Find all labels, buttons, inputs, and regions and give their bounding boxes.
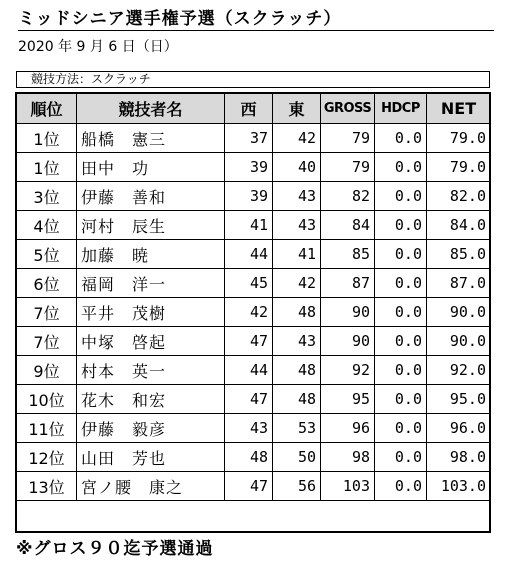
- rank-cell: 11位: [17, 414, 77, 443]
- hdcp-cell: 0.0: [375, 356, 427, 385]
- player-name-cell: 田中 功: [77, 153, 225, 182]
- west-score-cell: 47: [225, 385, 273, 414]
- east-score-cell: 48: [273, 298, 321, 327]
- gross-cell: 79: [321, 153, 375, 182]
- player-name-cell: 山田 芳也: [77, 443, 225, 472]
- event-date: 2020 年 9 月 6 日（日）: [18, 39, 178, 55]
- rank-cell: 6位: [17, 269, 77, 298]
- player-name-cell: 中塚 啓起: [77, 327, 225, 356]
- hdcp-cell: 0.0: [375, 182, 427, 211]
- hdcp-cell: 0.0: [375, 211, 427, 240]
- rank-cell: 5位: [17, 240, 77, 269]
- player-name-cell: 船橋 憲三: [77, 124, 225, 153]
- player-name-cell: 宮ノ腰 康之: [77, 472, 225, 501]
- gross-cell: 79: [321, 124, 375, 153]
- net-cell: 98.0: [427, 443, 491, 472]
- qualification-footnote: ※グロス９０迄予選通過: [16, 539, 214, 559]
- gross-cell: 96: [321, 414, 375, 443]
- gross-cell: 85: [321, 240, 375, 269]
- gross-cell: 82: [321, 182, 375, 211]
- column-header-west: 西: [225, 94, 273, 124]
- east-score-cell: 56: [273, 472, 321, 501]
- table-row: [17, 240, 491, 269]
- rank-cell: 3位: [17, 182, 77, 211]
- east-score-cell: 48: [273, 356, 321, 385]
- table-row: [17, 124, 491, 153]
- column-header-net: NET: [427, 94, 491, 124]
- net-cell: 90.0: [427, 298, 491, 327]
- results-header-row: [17, 94, 491, 124]
- east-score-cell: 42: [273, 269, 321, 298]
- west-score-cell: 45: [225, 269, 273, 298]
- west-score-cell: 44: [225, 356, 273, 385]
- east-score-cell: 42: [273, 124, 321, 153]
- west-score-cell: 39: [225, 153, 273, 182]
- table-row: [17, 211, 491, 240]
- table-row: [17, 414, 491, 443]
- rank-cell: 10位: [17, 385, 77, 414]
- rank-cell: 12位: [17, 443, 77, 472]
- west-score-cell: 44: [225, 240, 273, 269]
- east-score-cell: 40: [273, 153, 321, 182]
- hdcp-cell: 0.0: [375, 124, 427, 153]
- table-row: [17, 153, 491, 182]
- net-cell: 96.0: [427, 414, 491, 443]
- west-score-cell: 37: [225, 124, 273, 153]
- net-cell: 82.0: [427, 182, 491, 211]
- hdcp-cell: 0.0: [375, 414, 427, 443]
- hdcp-cell: 0.0: [375, 385, 427, 414]
- hdcp-cell: 0.0: [375, 298, 427, 327]
- rank-cell: 4位: [17, 211, 77, 240]
- west-score-cell: 47: [225, 472, 273, 501]
- gross-cell: 95: [321, 385, 375, 414]
- west-score-cell: 39: [225, 182, 273, 211]
- east-score-cell: 43: [273, 327, 321, 356]
- east-score-cell: 43: [273, 211, 321, 240]
- player-name-cell: 花木 和宏: [77, 385, 225, 414]
- rank-cell: 9位: [17, 356, 77, 385]
- table-row: [17, 298, 491, 327]
- gross-cell: 92: [321, 356, 375, 385]
- player-name-cell: 平井 茂樹: [77, 298, 225, 327]
- gross-cell: 103: [321, 472, 375, 501]
- gross-cell: 98: [321, 443, 375, 472]
- column-header-gross: GROSS: [321, 94, 375, 124]
- table-row: [17, 269, 491, 298]
- player-name-cell: 伊藤 善和: [77, 182, 225, 211]
- player-name-cell: 加藤 暁: [77, 240, 225, 269]
- hdcp-cell: 0.0: [375, 269, 427, 298]
- table-row: [17, 182, 491, 211]
- table-row: [17, 472, 491, 501]
- net-cell: 79.0: [427, 124, 491, 153]
- net-cell: 84.0: [427, 211, 491, 240]
- rank-cell: 1位: [17, 153, 77, 182]
- player-name-cell: 伊藤 毅彦: [77, 414, 225, 443]
- table-row: [17, 327, 491, 356]
- hdcp-cell: 0.0: [375, 153, 427, 182]
- gross-cell: 84: [321, 211, 375, 240]
- document-title: ミッドシニア選手権予選（スクラッチ）: [18, 8, 494, 31]
- table-row: [17, 356, 491, 385]
- net-cell: 90.0: [427, 327, 491, 356]
- hdcp-cell: 0.0: [375, 327, 427, 356]
- hdcp-cell: 0.0: [375, 240, 427, 269]
- west-score-cell: 47: [225, 327, 273, 356]
- net-cell: 92.0: [427, 356, 491, 385]
- column-header-rank: 順位: [17, 94, 77, 124]
- west-score-cell: 43: [225, 414, 273, 443]
- rank-cell: 7位: [17, 327, 77, 356]
- hdcp-cell: 0.0: [375, 443, 427, 472]
- east-score-cell: 53: [273, 414, 321, 443]
- west-score-cell: 41: [225, 211, 273, 240]
- net-cell: 95.0: [427, 385, 491, 414]
- gross-cell: 90: [321, 327, 375, 356]
- gross-cell: 87: [321, 269, 375, 298]
- west-score-cell: 48: [225, 443, 273, 472]
- east-score-cell: 41: [273, 240, 321, 269]
- west-score-cell: 42: [225, 298, 273, 327]
- net-cell: 87.0: [427, 269, 491, 298]
- table-row: [17, 385, 491, 414]
- gross-cell: 90: [321, 298, 375, 327]
- column-header-name: 競技者名: [77, 94, 225, 124]
- east-score-cell: 48: [273, 385, 321, 414]
- results-table: [16, 93, 491, 501]
- east-score-cell: 50: [273, 443, 321, 472]
- column-header-east: 東: [273, 94, 321, 124]
- column-header-hdcp: HDCP: [375, 94, 427, 124]
- net-cell: 103.0: [427, 472, 491, 501]
- player-name-cell: 福岡 洋一: [77, 269, 225, 298]
- rank-cell: 1位: [17, 124, 77, 153]
- player-name-cell: 河村 辰生: [77, 211, 225, 240]
- hdcp-cell: 0.0: [375, 472, 427, 501]
- net-cell: 79.0: [427, 153, 491, 182]
- net-cell: 85.0: [427, 240, 491, 269]
- table-row: [17, 443, 491, 472]
- east-score-cell: 43: [273, 182, 321, 211]
- player-name-cell: 村本 英一: [77, 356, 225, 385]
- rank-cell: 7位: [17, 298, 77, 327]
- competition-method: 競技方法：スクラッチ: [16, 71, 490, 88]
- rank-cell: 13位: [17, 472, 77, 501]
